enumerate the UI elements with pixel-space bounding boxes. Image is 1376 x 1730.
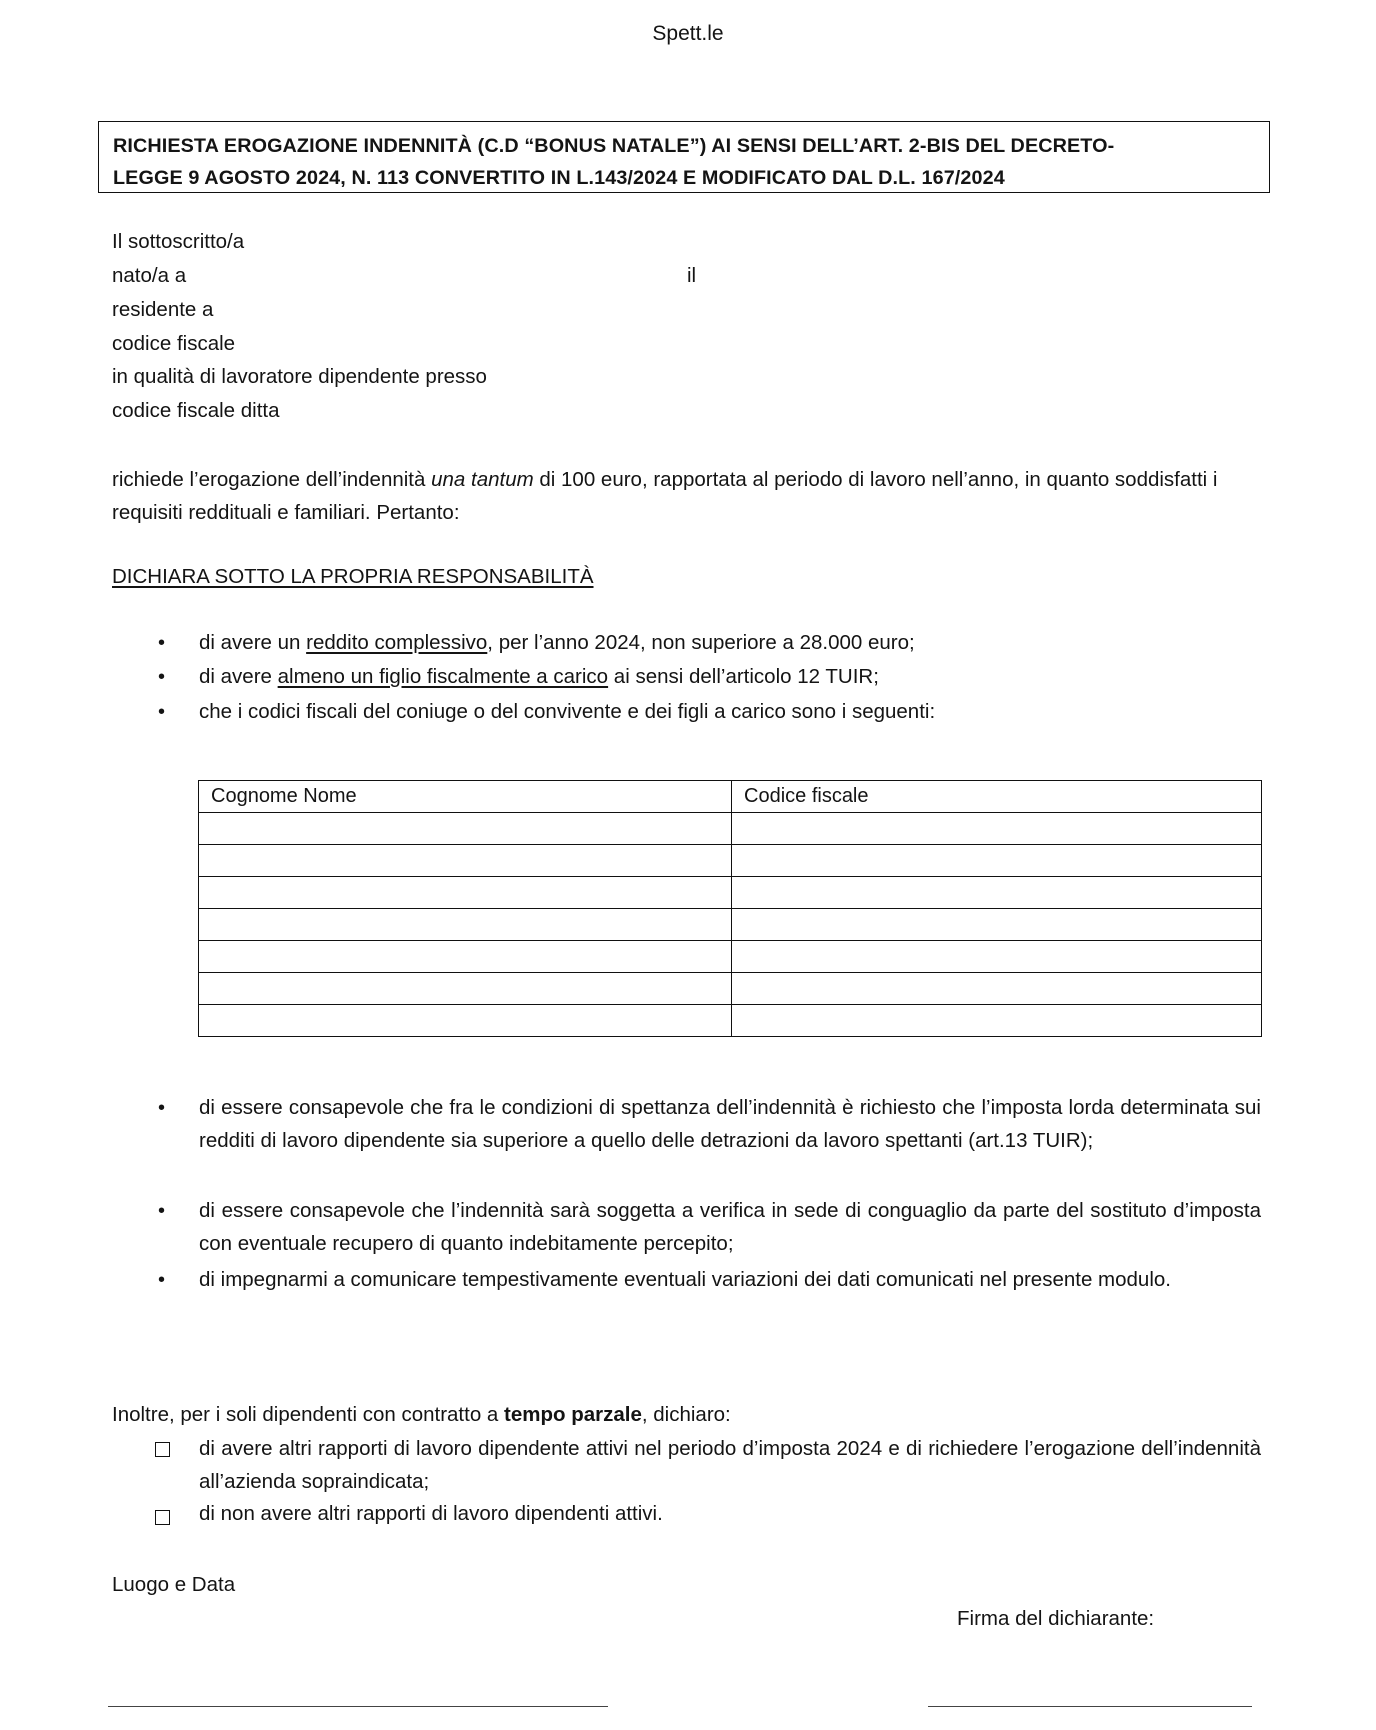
table-header-row bbox=[199, 781, 1262, 813]
checkbox-other-jobs[interactable] bbox=[155, 1442, 170, 1457]
part-time-intro-bold: tempo parzale bbox=[504, 1403, 642, 1426]
cell-fiscal-code-input[interactable] bbox=[732, 1005, 1262, 1037]
cell-fiscal-code-input[interactable] bbox=[732, 973, 1262, 1005]
recipient-header: Spett.le bbox=[652, 22, 724, 45]
cell-name-input[interactable] bbox=[199, 973, 732, 1005]
bullet-text-pre: di avere bbox=[199, 665, 278, 688]
bullet-text-imposta: di essere consapevole che fra le condizioni di spettanza dell’indennità è richiesto che l’imposta lorda determinata sui redditi di lavoro dipendente sia superiore a quello delle detrazioni da lavoro spettanti (art.13 TUIR); bbox=[199, 1096, 1261, 1152]
bullet-icon: • bbox=[158, 666, 166, 688]
bullet-icon: • bbox=[158, 1200, 166, 1222]
signature-label: Firma del dichiarante: bbox=[957, 1607, 1155, 1630]
signature-line[interactable] bbox=[928, 1706, 1252, 1707]
bullet-text-post: ai sensi dell’articolo 12 TUIR; bbox=[608, 665, 879, 688]
request-text-1: richiede l’erogazione dell’indennità bbox=[112, 468, 432, 491]
title-line-1: RICHIESTA EROGAZIONE INDENNITÀ (C.D “BONUS NATALE”) AI SENSI DELL’ART. 2-BIS DEL DECRETO- bbox=[113, 135, 1115, 157]
bullet-text-underlined: reddito complessivo bbox=[306, 631, 488, 654]
field-nato: nato/a a bbox=[112, 264, 187, 287]
place-date-label: Luogo e Data bbox=[112, 1573, 236, 1596]
cell-fiscal-code-input[interactable] bbox=[732, 877, 1262, 909]
field-il: il bbox=[687, 264, 697, 287]
part-time-intro bbox=[112, 1403, 731, 1427]
option-no-other-jobs-label: di non avere altri rapporti di lavoro dipendenti attivi. bbox=[199, 1502, 663, 1525]
request-paragraph bbox=[112, 463, 1262, 529]
column-header-name: Cognome Nome bbox=[199, 781, 732, 813]
field-codice-fiscale-ditta: codice fiscale ditta bbox=[112, 399, 280, 422]
bullet-text-pre: di avere un bbox=[199, 631, 307, 654]
bullet-icon: • bbox=[158, 632, 166, 654]
table-row bbox=[199, 813, 1262, 845]
bullet-text-verifica: di essere consapevole che l’indennità sarà soggetta a verifica in sede di conguaglio da parte del sostituto d’imposta con eventuale recupero di quanto indebitamente percepito; bbox=[199, 1199, 1261, 1255]
declaration-heading: DICHIARA SOTTO LA PROPRIA RESPONSABILITÀ bbox=[112, 565, 594, 588]
cell-fiscal-code-input[interactable] bbox=[732, 941, 1262, 973]
part-time-intro-post: , dichiaro: bbox=[641, 1403, 731, 1426]
table-row bbox=[199, 909, 1262, 941]
bullet-text-underlined: almeno un figlio fiscalmente a carico bbox=[277, 665, 609, 688]
bullet-text-reddito bbox=[199, 626, 1261, 659]
checkbox-no-other-jobs[interactable] bbox=[155, 1510, 170, 1525]
request-italic: una tantum bbox=[431, 468, 534, 491]
document-title-box bbox=[98, 121, 1270, 193]
cell-name-input[interactable] bbox=[199, 845, 732, 877]
part-time-intro-pre: Inoltre, per i soli dipendenti con contratto a bbox=[112, 1403, 505, 1426]
cell-name-input[interactable] bbox=[199, 941, 732, 973]
bullet-icon: • bbox=[158, 1269, 166, 1291]
cell-fiscal-code-input[interactable] bbox=[732, 845, 1262, 877]
field-codice-fiscale: codice fiscale bbox=[112, 332, 236, 355]
field-sottoscritto: Il sottoscritto/a bbox=[112, 230, 245, 253]
cell-name-input[interactable] bbox=[199, 877, 732, 909]
table-row bbox=[199, 877, 1262, 909]
table-row bbox=[199, 1005, 1262, 1037]
cell-name-input[interactable] bbox=[199, 813, 732, 845]
option-other-jobs-label: di avere altri rapporti di lavoro dipendente attivi nel periodo d’imposta 2024 e di richiedere l’erogazione dell’indennità all’azienda sopraindicata; bbox=[199, 1437, 1261, 1493]
title-line-2: LEGGE 9 AGOSTO 2024, N. 113 CONVERTITO IN L.143/2024 E MODIFICATO DAL D.L. 167/2024 bbox=[113, 167, 1005, 189]
bullet-icon: • bbox=[158, 1097, 166, 1119]
table-row bbox=[199, 941, 1262, 973]
bullet-text-impegno: di impegnarmi a comunicare tempestivamente eventuali variazioni dei dati comunicati nel presente modulo. bbox=[199, 1268, 1171, 1291]
table-row bbox=[199, 973, 1262, 1005]
bullet-text-codici: che i codici fiscali del coniuge o del convivente e dei figli a carico sono i seguenti: bbox=[199, 700, 936, 723]
cell-fiscal-code-input[interactable] bbox=[732, 813, 1262, 845]
request-text-2: di 100 euro, rapportata al periodo di lavoro nell’anno, in quanto soddisfatti i requisiti reddituali e familiari. Pertanto: bbox=[112, 468, 1218, 524]
bullet-text-figlio bbox=[199, 660, 1261, 693]
cell-fiscal-code-input[interactable] bbox=[732, 909, 1262, 941]
family-codes-table bbox=[198, 780, 1262, 1037]
cell-name-input[interactable] bbox=[199, 909, 732, 941]
bullet-icon: • bbox=[158, 701, 166, 723]
cell-name-input[interactable] bbox=[199, 1005, 732, 1037]
field-residente: residente a bbox=[112, 298, 214, 321]
bullet-text-post: , per l’anno 2024, non superiore a 28.000 euro; bbox=[487, 631, 915, 654]
place-date-line[interactable] bbox=[108, 1706, 608, 1707]
table-row bbox=[199, 845, 1262, 877]
column-header-fiscal-code: Codice fiscale bbox=[732, 781, 1262, 813]
field-qualita: in qualità di lavoratore dipendente presso bbox=[112, 365, 487, 388]
